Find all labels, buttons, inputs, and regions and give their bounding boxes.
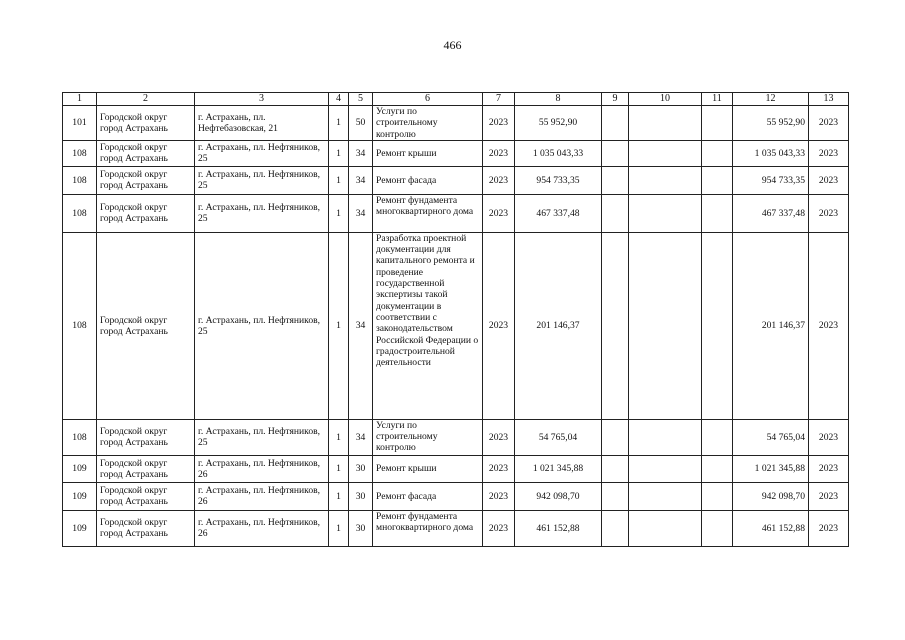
cell-municipality: Городской округ город Астрахань	[97, 166, 195, 194]
cell-amount: 55 952,90	[515, 106, 602, 141]
column-header: 13	[809, 93, 849, 106]
cell-number: 108	[63, 166, 97, 194]
cell-col10	[629, 419, 702, 455]
cell-col4: 1	[329, 455, 349, 482]
cell-col11	[702, 194, 733, 232]
cell-col5: 30	[349, 482, 373, 510]
cell-number: 101	[63, 106, 97, 141]
cell-col10	[629, 194, 702, 232]
cell-address: г. Астрахань, пл. Нефтяников, 25	[195, 419, 329, 455]
cell-address: г. Астрахань, пл. Нефтяников, 25	[195, 232, 329, 419]
table-row	[63, 232, 849, 419]
cell-year: 2023	[483, 510, 515, 546]
cell-municipality: Городской округ город Астрахань	[97, 194, 195, 232]
cell-year: 2023	[483, 166, 515, 194]
cell-col10	[629, 482, 702, 510]
cell-municipality: Городской округ город Астрахань	[97, 455, 195, 482]
cell-col5: 30	[349, 510, 373, 546]
cell-total: 467 337,48	[733, 194, 809, 232]
cell-col5: 34	[349, 194, 373, 232]
cell-total: 54 765,04	[733, 419, 809, 455]
cell-total: 942 098,70	[733, 482, 809, 510]
cell-amount: 467 337,48	[515, 194, 602, 232]
cell-col4: 1	[329, 140, 349, 166]
cell-year: 2023	[483, 419, 515, 455]
column-header: 4	[329, 93, 349, 106]
cell-col10	[629, 455, 702, 482]
cell-work-type: Разработка проектной документации для капитального ремонта и проведение государственной экспертизы такой документации в соответствии с законодательством Российской Федерации о градостроительной деятельности	[373, 232, 483, 419]
cell-col11	[702, 140, 733, 166]
cell-col11	[702, 232, 733, 419]
table-row	[63, 106, 849, 141]
cell-amount: 942 098,70	[515, 482, 602, 510]
cell-address: г. Астрахань, пл. Нефтебазовская, 21	[195, 106, 329, 141]
cell-amount: 461 152,88	[515, 510, 602, 546]
cell-number: 108	[63, 194, 97, 232]
cell-end-year: 2023	[809, 510, 849, 546]
cell-number: 109	[63, 510, 97, 546]
cell-work-type: Ремонт фасада	[373, 166, 483, 194]
cell-col5: 34	[349, 232, 373, 419]
cell-end-year: 2023	[809, 106, 849, 141]
cell-amount: 201 146,37	[515, 232, 602, 419]
cell-col9	[602, 166, 629, 194]
page-number: 466	[443, 38, 462, 52]
cell-col9	[602, 455, 629, 482]
cell-year: 2023	[483, 194, 515, 232]
cell-address: г. Астрахань, пл. Нефтяников, 25	[195, 194, 329, 232]
cell-number: 109	[63, 482, 97, 510]
cell-col10	[629, 140, 702, 166]
cell-col9	[602, 482, 629, 510]
column-header: 5	[349, 93, 373, 106]
cell-address: г. Астрахань, пл. Нефтяников, 25	[195, 166, 329, 194]
cell-work-type: Ремонт фасада	[373, 482, 483, 510]
cell-col10	[629, 510, 702, 546]
column-header: 10	[629, 93, 702, 106]
cell-work-type: Ремонт крыши	[373, 140, 483, 166]
cell-number: 109	[63, 455, 97, 482]
cell-col9	[602, 232, 629, 419]
cell-col11	[702, 510, 733, 546]
cell-col9	[602, 510, 629, 546]
table-row	[63, 510, 849, 546]
cell-amount: 1 035 043,33	[515, 140, 602, 166]
cell-year: 2023	[483, 140, 515, 166]
cell-col4: 1	[329, 419, 349, 455]
cell-total: 954 733,35	[733, 166, 809, 194]
cell-total: 461 152,88	[733, 510, 809, 546]
column-header: 6	[373, 93, 483, 106]
cell-total: 201 146,37	[733, 232, 809, 419]
cell-col10	[629, 106, 702, 141]
table-row	[63, 419, 849, 455]
column-number-row	[63, 93, 849, 106]
cell-end-year: 2023	[809, 166, 849, 194]
cell-col4: 1	[329, 106, 349, 141]
cell-col9	[602, 419, 629, 455]
cell-amount: 1 021 345,88	[515, 455, 602, 482]
cell-number: 108	[63, 140, 97, 166]
cell-year: 2023	[483, 232, 515, 419]
cell-municipality: Городской округ город Астрахань	[97, 482, 195, 510]
column-header: 8	[515, 93, 602, 106]
column-header: 7	[483, 93, 515, 106]
table-row	[63, 482, 849, 510]
cell-col4: 1	[329, 194, 349, 232]
cell-col11	[702, 455, 733, 482]
cell-municipality: Городской округ город Астрахань	[97, 232, 195, 419]
cell-col5: 34	[349, 140, 373, 166]
column-header: 2	[97, 93, 195, 106]
cell-municipality: Городской округ город Астрахань	[97, 106, 195, 141]
cell-end-year: 2023	[809, 455, 849, 482]
cell-col5: 34	[349, 419, 373, 455]
cell-municipality: Городской округ город Астрахань	[97, 510, 195, 546]
cell-col11	[702, 166, 733, 194]
cell-col5: 34	[349, 166, 373, 194]
cell-amount: 954 733,35	[515, 166, 602, 194]
cell-work-type: Услуги по строительному контролю	[373, 106, 483, 141]
table-row	[63, 166, 849, 194]
cell-col4: 1	[329, 482, 349, 510]
cell-end-year: 2023	[809, 232, 849, 419]
column-header: 9	[602, 93, 629, 106]
cell-year: 2023	[483, 482, 515, 510]
cell-number: 108	[63, 419, 97, 455]
cell-work-type: Услуги по строительному контролю	[373, 419, 483, 455]
cell-year: 2023	[483, 455, 515, 482]
cell-col10	[629, 166, 702, 194]
cell-col11	[702, 419, 733, 455]
cell-col5: 50	[349, 106, 373, 141]
cell-col9	[602, 106, 629, 141]
cell-municipality: Городской округ город Астрахань	[97, 419, 195, 455]
cell-total: 1 035 043,33	[733, 140, 809, 166]
table-row	[63, 455, 849, 482]
cell-municipality: Городской округ город Астрахань	[97, 140, 195, 166]
column-header: 11	[702, 93, 733, 106]
cell-col4: 1	[329, 510, 349, 546]
cell-end-year: 2023	[809, 419, 849, 455]
cell-col11	[702, 106, 733, 141]
cell-col9	[602, 140, 629, 166]
cell-work-type: Ремонт фундамента многоквартирного дома	[373, 194, 483, 232]
cell-work-type: Ремонт фундамента многоквартирного дома	[373, 510, 483, 546]
cell-col5: 30	[349, 455, 373, 482]
cell-year: 2023	[483, 106, 515, 141]
column-header: 12	[733, 93, 809, 106]
cell-work-type: Ремонт крыши	[373, 455, 483, 482]
cell-address: г. Астрахань, пл. Нефтяников, 26	[195, 455, 329, 482]
cell-col9	[602, 194, 629, 232]
cell-address: г. Астрахань, пл. Нефтяников, 25	[195, 140, 329, 166]
cell-total: 55 952,90	[733, 106, 809, 141]
table-row	[63, 194, 849, 232]
cell-amount: 54 765,04	[515, 419, 602, 455]
cell-address: г. Астрахань, пл. Нефтяников, 26	[195, 482, 329, 510]
cell-end-year: 2023	[809, 194, 849, 232]
column-header: 3	[195, 93, 329, 106]
table-row	[63, 140, 849, 166]
cell-total: 1 021 345,88	[733, 455, 809, 482]
cell-col4: 1	[329, 166, 349, 194]
cell-col11	[702, 482, 733, 510]
cell-col4: 1	[329, 232, 349, 419]
cell-col10	[629, 232, 702, 419]
works-table	[62, 92, 849, 547]
cell-address: г. Астрахань, пл. Нефтяников, 26	[195, 510, 329, 546]
cell-end-year: 2023	[809, 140, 849, 166]
cell-end-year: 2023	[809, 482, 849, 510]
cell-number: 108	[63, 232, 97, 419]
column-header: 1	[63, 93, 97, 106]
